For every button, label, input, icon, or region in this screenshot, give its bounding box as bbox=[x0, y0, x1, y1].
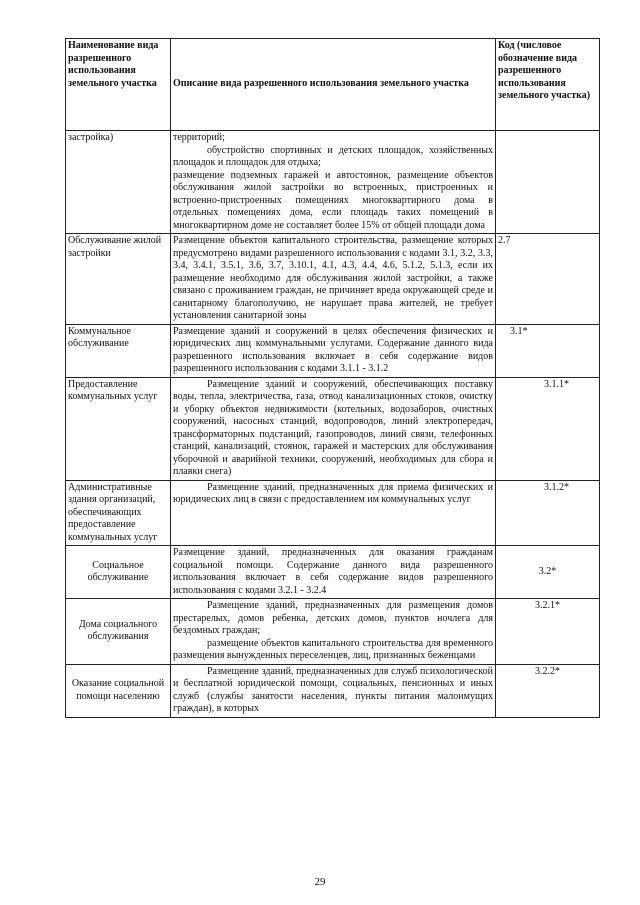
row-name: застройка) bbox=[66, 131, 171, 234]
row-code bbox=[496, 131, 600, 234]
row-description bbox=[170, 234, 495, 325]
header-name: Наименование вида разрешенного использования земельного участка bbox=[66, 39, 171, 131]
row-code: 3.1.1* bbox=[496, 377, 600, 480]
table-row bbox=[66, 599, 600, 665]
table-row bbox=[66, 480, 600, 546]
description-paragraph: обустройство спортивных и детских площадок, хозяйственных площадок и площадок для отдыха; bbox=[172, 144, 493, 168]
table-row bbox=[66, 131, 600, 234]
row-description bbox=[170, 324, 495, 377]
description-paragraph: размещение объектов капитального строительства для временного размещения вынужденных переселенцев, лиц, признанных беженцами bbox=[172, 637, 493, 661]
row-name: Оказание социальной помощи населению bbox=[66, 664, 171, 717]
row-name: Предоставление коммунальных услуг bbox=[66, 377, 171, 480]
row-code: 3.2* bbox=[496, 546, 600, 599]
table-row bbox=[66, 324, 600, 377]
row-code: 3.1* bbox=[496, 324, 600, 377]
row-code: 3.2.1* bbox=[496, 599, 600, 665]
description-paragraph: Размещение зданий, предназначенных для приема физических и юридических лиц в связи с предоставлением им коммунальных услуг bbox=[172, 481, 493, 505]
land-use-table bbox=[65, 38, 600, 718]
row-code: 2.7 bbox=[496, 234, 600, 325]
row-code: 3.2.2* bbox=[496, 664, 600, 717]
description-paragraph: Размещение зданий и сооружений в целях обеспечения физических и юридических лиц коммунальными услугами. Содержание данного вида разрешенного использования включает в себя содержание видов разрешенного использования с кодами 3.1.1 - 3.1.2 bbox=[172, 325, 493, 374]
table-header-row bbox=[66, 39, 600, 131]
table-row bbox=[66, 377, 600, 480]
row-description bbox=[170, 377, 495, 480]
description-paragraph: Размещение объектов капитального строительства, размещение которых предусмотрено видами разрешенного использования с кодами 3.1, 3.2, 3.3, 3.4, 3.4.1, 3.5.1, 3.6, 3.7, 3.10.1, 4.1, 4.3, 4.4, 4.6, 5.1.2, 5.1.3, если их размещение необходимо для обслуживания жилой застройки, а также связано с проживанием граждан, не причиняет вреда окружающей среде и санитарному благополучию, не нарушает права жителей, не требует установления санитарной зоны bbox=[172, 235, 493, 321]
description-paragraph: Размещение зданий и сооружений, обеспечивающих поставку воды, тепла, электричества, газа, отвод канализационных стоков, очистку и уборку объектов недвижимости (котельных, водозаборов, очистных сооружений, насосных станций, водопроводов, линий электропередач, трансформаторных подстанций, газопроводов, линий связи, телефонных станций, канализаций, стоянок, гаражей и мастерских для обслуживания уборочной и аварийной техники, сооружений, необходимых для сбора и плавки снега) bbox=[172, 378, 493, 477]
table-row bbox=[66, 546, 600, 599]
row-name: Административные здания организаций, обеспечивающих предоставление коммунальных услуг bbox=[66, 480, 171, 546]
row-name: Дома социального обслуживания bbox=[66, 599, 171, 665]
header-description: Описание вида разрешенного использования земельного участка bbox=[170, 39, 495, 131]
description-paragraph: Размещение зданий, предназначенных для размещения домов престарелых, домов ребенка, детских домов, пунктов ночлега для бездомных граждан; bbox=[172, 600, 493, 636]
description-paragraph: размещение подземных гаражей и автостоянок, размещение объектов обслуживания жилой застройки во встроенных, пристроенных и встроенно-пристроенных помещениях многоквартирного дома в отдельных помещениях дома, если площадь таких помещений в многоквартирном доме не составляет более 15% от общей площади дома bbox=[172, 169, 493, 231]
row-description bbox=[170, 599, 495, 665]
row-description bbox=[170, 131, 495, 234]
row-description bbox=[170, 480, 495, 546]
description-paragraph: Размещение зданий, предназначенных для служб психологической и бесплатной юридической помощи, социальных, пенсионных и иных служб (службы занятости населения, пункты питания малоимущих граждан), в которых bbox=[172, 665, 493, 714]
row-code: 3.1.2* bbox=[496, 480, 600, 546]
row-description bbox=[170, 546, 495, 599]
row-name: Обслуживание жилой застройки bbox=[66, 234, 171, 325]
table-row bbox=[66, 234, 600, 325]
table-row bbox=[66, 664, 600, 717]
row-name: Коммунальное обслуживание bbox=[66, 324, 171, 377]
row-name: Социальное обслуживание bbox=[66, 546, 171, 599]
header-code: Код (числовое обозначение вида разрешенного использования земельного участка) bbox=[496, 39, 600, 131]
row-description bbox=[170, 664, 495, 717]
page-number: 29 bbox=[314, 876, 326, 888]
description-paragraph: Размещение зданий, предназначенных для оказания гражданам социальной помощи. Содержание данного вида разрешенного использования включает в себя содержание видов разрешенного использования с кодами 3.2.1 - 3.2.4 bbox=[172, 547, 493, 596]
description-paragraph: территорий; bbox=[172, 132, 225, 143]
